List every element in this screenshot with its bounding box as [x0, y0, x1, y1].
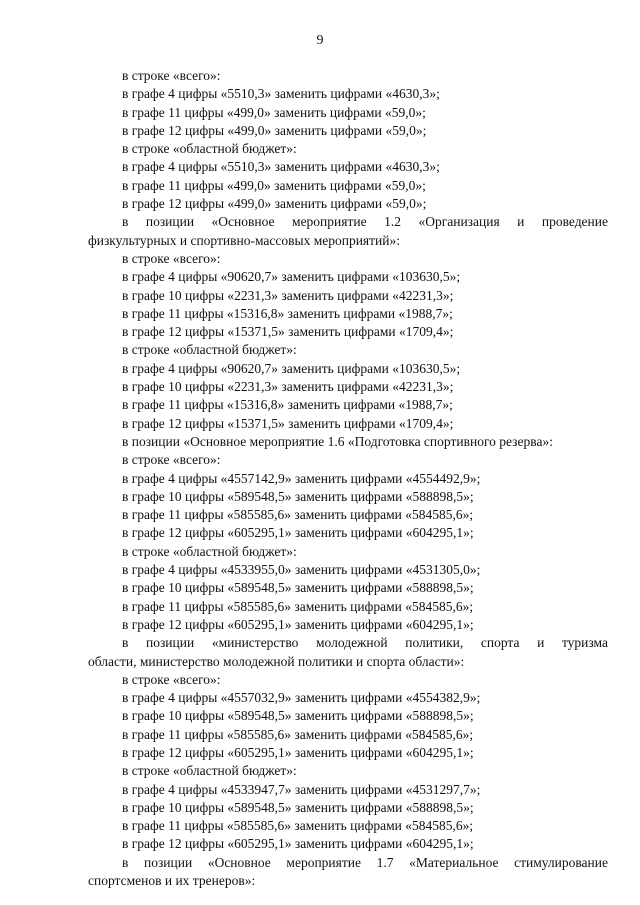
- text-line: в графе 10 цифры «589548,5» заменить цифрами «588898,5»;: [122, 580, 474, 596]
- text-line: в графе 11 цифры «499,0» заменить цифрами «59,0»;: [122, 177, 426, 193]
- text-line: в графе 12 цифры «605295,1» заменить цифрами «604295,1»;: [122, 616, 474, 632]
- text-line: в графе 4 цифры «5510,3» заменить цифрами «4630,3»;: [122, 159, 440, 175]
- text-line: в графе 4 цифры «4533947,7» заменить цифрами «4531297,7»;: [122, 781, 481, 797]
- text-line: в графе 11 цифры «585585,6» заменить цифрами «584585,6»;: [122, 726, 474, 742]
- text-line: области, министерство молодежной политики и спорта области»:: [88, 653, 465, 669]
- text-line: физкультурных и спортивно-массовых мероприятий»:: [88, 232, 400, 248]
- text-line: в графе 11 цифры «585585,6» заменить цифрами «584585,6»;: [122, 598, 474, 614]
- text-line: в графе 10 цифры «589548,5» заменить цифрами «588898,5»;: [122, 799, 474, 815]
- text-line: спортсменов и их тренеров»:: [88, 873, 256, 889]
- text-line: в графе 11 цифры «585585,6» заменить цифрами «584585,6»;: [122, 818, 474, 834]
- text-line: в позиции «Основное мероприятие 1.6 «Подготовка спортивного резерва»:: [122, 433, 553, 449]
- text-line: в строке «всего»:: [122, 68, 221, 83]
- text-line: в графе 12 цифры «605295,1» заменить цифрами «604295,1»;: [122, 744, 474, 760]
- text-line: в строке «всего»:: [122, 452, 221, 468]
- text-line: в графе 10 цифры «589548,5» заменить цифрами «588898,5»;: [122, 708, 474, 724]
- text-line: в графе 11 цифры «585585,6» заменить цифрами «584585,6»;: [122, 507, 474, 523]
- text-line: в графе 4 цифры «90620,7» заменить цифрами «103630,5»;: [122, 360, 461, 376]
- text-line: в графе 10 цифры «2231,3» заменить цифрами «42231,3»;: [122, 379, 454, 395]
- text-line: в графе 12 цифры «605295,1» заменить цифрами «604295,1»;: [122, 525, 474, 541]
- text-line: в графе 11 цифры «15316,8» заменить цифрами «1988,7»;: [122, 397, 453, 413]
- text-line: в строке «областной бюджет»:: [122, 763, 297, 779]
- text-line: в графе 12 цифры «15371,5» заменить цифрами «1709,4»;: [122, 415, 454, 431]
- text-line: в графе 12 цифры «605295,1» заменить цифрами «604295,1»;: [122, 836, 474, 852]
- text-line: в строке «областной бюджет»:: [122, 543, 297, 559]
- text-line: в строке «областной бюджет»:: [122, 141, 297, 157]
- text-line: в строке «всего»:: [122, 250, 221, 266]
- text-line: в позиции «министерство молодежной политики, спорта и туризма: [122, 635, 608, 651]
- text-line: в графе 12 цифры «15371,5» заменить цифрами «1709,4»;: [122, 324, 454, 340]
- text-line: в графе 11 цифры «499,0» заменить цифрами «59,0»;: [122, 104, 426, 120]
- text-line: в графе 12 цифры «499,0» заменить цифрами «59,0»;: [122, 122, 427, 138]
- text-line: в графе 4 цифры «4533955,0» заменить цифрами «4531305,0»;: [122, 562, 481, 578]
- text-line: в графе 11 цифры «15316,8» заменить цифрами «1988,7»;: [122, 305, 453, 321]
- text-line: в графе 4 цифры «90620,7» заменить цифрами «103630,5»;: [122, 269, 461, 285]
- text-line: в графе 4 цифры «4557032,9» заменить цифрами «4554382,9»;: [122, 690, 481, 706]
- text-line: в графе 10 цифры «589548,5» заменить цифрами «588898,5»;: [122, 488, 474, 504]
- text-line: в графе 4 цифры «5510,3» заменить цифрами «4630,3»;: [122, 86, 440, 102]
- text-line: в позиции «Основное мероприятие 1.2 «Организация и проведение: [122, 214, 608, 230]
- page-number: 9: [316, 33, 324, 48]
- text-line: в строке «областной бюджет»:: [122, 342, 297, 358]
- text-line: в строке «всего»:: [122, 671, 221, 687]
- text-line: в позиции «Основное мероприятие 1.7 «Материальное стимулирование: [122, 854, 608, 870]
- text-line: в графе 10 цифры «2231,3» заменить цифрами «42231,3»;: [122, 287, 454, 303]
- text-line: в графе 12 цифры «499,0» заменить цифрами «59,0»;: [122, 196, 427, 212]
- document-body: [88, 67, 608, 890]
- text-line: в графе 4 цифры «4557142,9» заменить цифрами «4554492,9»;: [122, 470, 481, 486]
